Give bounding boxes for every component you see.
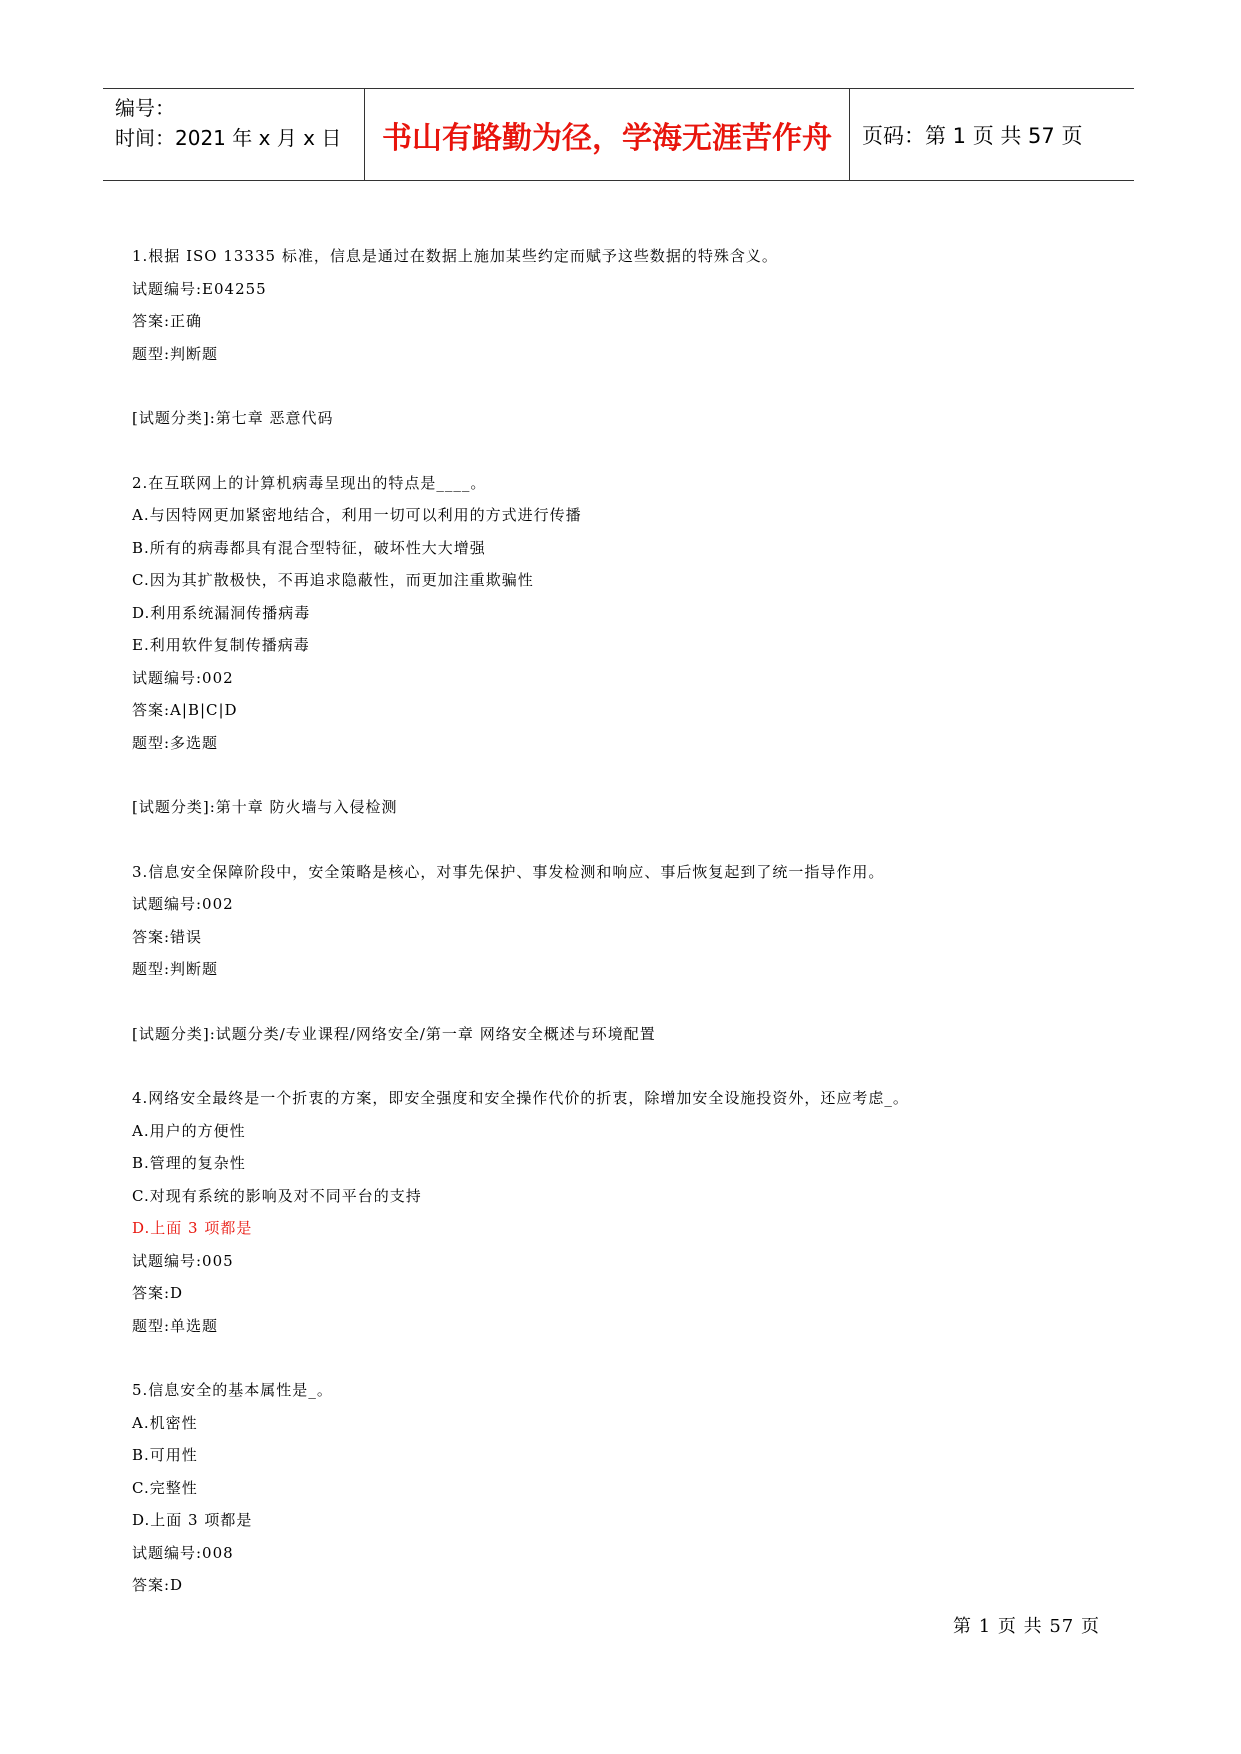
header-meta (103, 89, 364, 180)
question-4-option-c: C.对现有系统的影响及对不同平台的支持 (132, 1186, 422, 1205)
question-5-option-a: A.机密性 (132, 1413, 198, 1432)
question-3-id: 试题编号:002 (132, 895, 234, 913)
question-3-answer: 答案:错误 (132, 927, 203, 946)
question-4-option-a: A.用户的方便性 (132, 1121, 246, 1140)
question-5-text: 5.信息安全的基本属性是_。 (132, 1381, 333, 1399)
question-3-category: [试题分类]:试题分类/专业课程/网络安全/第一章 网络安全概述与环境配置 (132, 1024, 656, 1043)
document-time-label: 时间：2021 年 x 月 x 日 (115, 126, 342, 150)
page-header (103, 88, 1134, 181)
question-2-option-c: C.因为其扩散极快，不再追求隐蔽性，而更加注重欺骗性 (132, 571, 534, 589)
question-2-type: 题型:多选题 (132, 733, 219, 752)
question-4-option-b: B.管理的复杂性 (132, 1154, 246, 1172)
question-2-option-e: E.利用软件复制传播病毒 (132, 636, 310, 654)
question-2-option-a: A.与因特网更加紧密地结合，利用一切可以利用的方式进行传播 (132, 506, 582, 524)
header-motto: 书山有路勤为径，学海无涯苦作舟 (364, 89, 850, 180)
question-3-type: 题型:判断题 (132, 960, 219, 978)
question-4-option-d-highlighted: D.上面 3 项都是 (132, 1219, 253, 1237)
page-footer: 第 1 页 共 57 页 (953, 1616, 1100, 1637)
question-1-id: 试题编号:E04255 (132, 279, 267, 298)
question-4-text: 4.网络安全最终是一个折衷的方案，即安全强度和安全操作代价的折衷，除增加安全设施投资外，还应考虑_。 (132, 1089, 909, 1107)
document-number-label: 编号： (115, 96, 175, 120)
question-5-id: 试题编号:008 (132, 1543, 234, 1562)
question-5-option-c: C.完整性 (132, 1478, 198, 1497)
question-5-option-b: B.可用性 (132, 1446, 198, 1464)
question-1-category: [试题分类]:第七章 恶意代码 (132, 409, 334, 427)
question-3-text: 3.信息安全保障阶段中，安全策略是核心，对事先保护、事发检测和响应、事后恢复起到了统一指导作用。 (132, 862, 885, 881)
question-list (132, 240, 1092, 1602)
header-page-info: 页码：第 1 页 共 57 页 (862, 123, 1083, 148)
question-5-answer: 答案:D (132, 1576, 184, 1594)
question-4-id: 试题编号:005 (132, 1251, 234, 1270)
question-1-answer: 答案:正确 (132, 312, 203, 330)
question-2-option-b: B.所有的病毒都具有混合型特征，破坏性大大增强 (132, 538, 486, 557)
question-2-text: 2.在互联网上的计算机病毒呈现出的特点是____。 (132, 473, 487, 492)
question-2-answer: 答案:A|B|C|D (132, 701, 238, 719)
question-1-text: 1.根据 ISO 13335 标准，信息是通过在数据上施加某些约定而赋予这些数据的特殊含义。 (132, 247, 778, 265)
question-4-type: 题型:单选题 (132, 1316, 219, 1335)
question-1-type: 题型:判断题 (132, 344, 219, 363)
question-2-category: [试题分类]:第十章 防火墙与入侵检测 (132, 798, 398, 816)
question-2-id: 试题编号:002 (132, 668, 234, 687)
question-4-answer: 答案:D (132, 1284, 184, 1302)
question-2-option-d: D.利用系统漏洞传播病毒 (132, 603, 311, 622)
question-5-option-d: D.上面 3 项都是 (132, 1511, 253, 1529)
